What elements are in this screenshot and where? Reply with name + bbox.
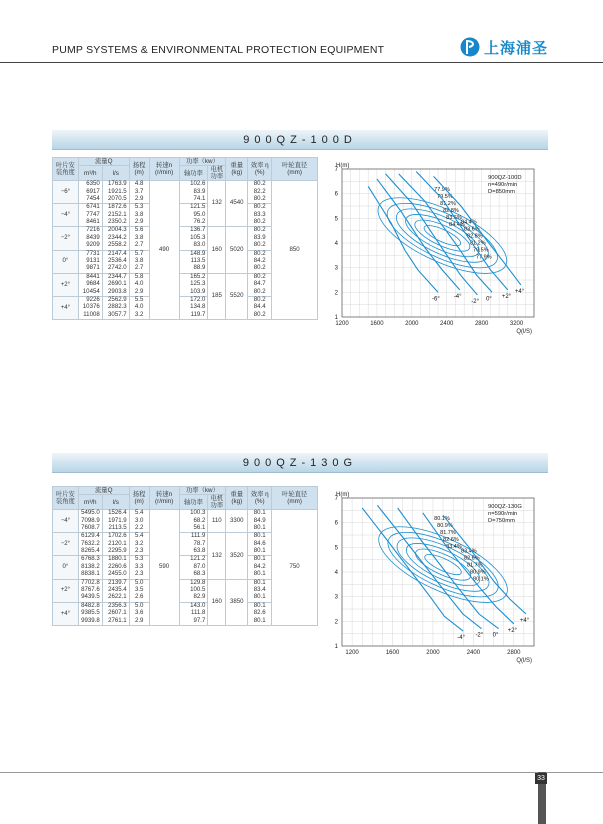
blade-angle-cell: −4°	[53, 204, 79, 227]
efficiency-label: 79.5%	[473, 247, 489, 254]
efficiency-cell: 80.2 84.2 80.2	[248, 250, 272, 273]
efficiency-label: 81.2%	[470, 240, 486, 247]
col-blade-angle: 叶片安装角度	[53, 158, 79, 181]
flow-m3h-cell: 8482.8 9385.5 9939.8	[78, 602, 102, 625]
flow-ls-cell: 2344.7 2690.1 2903.8	[102, 273, 129, 296]
blade-angle-cell: −6°	[53, 181, 79, 204]
head-cell: 5.0 3.5 2.6	[129, 579, 149, 602]
efficiency-label: 83.6%	[446, 215, 462, 222]
x-tick-label: 1200	[345, 650, 359, 656]
company-logo	[460, 36, 548, 58]
chart-annotation: n=590r/min	[488, 511, 518, 517]
head-cell: 5.3 3.8 2.9	[129, 204, 149, 227]
y-tick-label: 6	[334, 520, 338, 527]
blade-angle-cell: +4°	[53, 297, 79, 320]
series-label: +4°	[519, 617, 530, 624]
head-cell: 5.4 3.2 2.3	[129, 533, 149, 556]
col-flow-ls: l/s	[102, 495, 129, 510]
blade-angle-cell: −2°	[53, 533, 79, 556]
y-tick-label: 7	[334, 167, 338, 173]
series-label: 0°	[492, 632, 499, 639]
y-tick-label: 1	[334, 315, 338, 321]
spec-table-900qz-130g	[52, 486, 318, 626]
motor-power-cell: 185	[208, 273, 226, 319]
y-axis-label: H(m)	[336, 492, 350, 498]
y-tick-label: 4	[334, 570, 338, 576]
blade-angle-cell: +4°	[53, 602, 79, 625]
y-tick-label: 3	[334, 594, 338, 601]
chart-annotation: D=750mm	[488, 518, 515, 524]
series-line	[386, 174, 478, 295]
col-power: 功率（kw）	[179, 487, 226, 495]
flow-m3h-cell: 6350 6917 7454	[78, 181, 102, 204]
x-tick-label: 2800	[507, 650, 521, 656]
efficiency-label: 82.6%	[443, 537, 459, 544]
motor-power-cell: 132	[208, 533, 226, 579]
flow-m3h-cell: 6741 7747 8461	[78, 204, 102, 227]
x-axis-label: Q(l/S)	[516, 658, 532, 664]
x-tick-label: 1200	[335, 321, 349, 327]
col-head: 扬程 (m)	[129, 487, 149, 510]
efficiency-cell: 80.1 83.4 80.1	[248, 579, 272, 602]
col-blade-angle: 叶片安装角度	[53, 487, 79, 510]
col-flow-m3h: m³/h	[78, 495, 102, 510]
impeller-cell: 850	[272, 181, 318, 320]
efficiency-label: 84.4%	[461, 219, 477, 226]
efficiency-cell: 80.2 84.4 80.2	[248, 297, 272, 320]
efficiency-label: 82.8%	[443, 208, 459, 215]
shaft-power-cell: 121.5 95.0 76.2	[179, 204, 208, 227]
series-line	[377, 505, 481, 628]
efficiency-label: 84.4%	[449, 222, 465, 229]
weight-cell: 3300	[226, 510, 248, 533]
shaft-power-cell: 143.0 111.8 97.7	[179, 602, 208, 625]
flow-ls-cell: 2356.3 2607.1 2761.1	[102, 602, 129, 625]
head-cell: 5.7 3.8 2.7	[129, 250, 149, 273]
y-tick-label: 2	[334, 290, 338, 297]
head-cell: 5.6 3.8 2.7	[129, 227, 149, 250]
blade-angle-cell: 0°	[53, 556, 79, 579]
flow-ls-cell: 1702.6 2120.1 2295.9	[102, 533, 129, 556]
weight-cell: 4540	[226, 181, 248, 227]
shaft-power-cell: 129.8 100.5 82.9	[179, 579, 208, 602]
x-tick-label: 2400	[440, 321, 454, 327]
x-tick-label: 2000	[405, 321, 419, 327]
efficiency-label: 80.1%	[473, 576, 489, 583]
shaft-power-cell: 136.7 105.3 83.0	[179, 227, 208, 250]
efficiency-label: 82.8%	[467, 233, 483, 240]
flow-ls-cell: 1872.6 2152.1 2350.2	[102, 204, 129, 227]
head-cell: 5.3 3.3 2.3	[129, 556, 149, 579]
efficiency-cell: 80.2 83.3 80.2	[248, 204, 272, 227]
y-tick-label: 5	[334, 545, 338, 552]
col-motor-power: 电机功率	[208, 166, 226, 181]
flow-m3h-cell: 6129.4 7632.2 8265.4	[78, 533, 102, 556]
chart-svg-2	[318, 486, 548, 666]
efficiency-cell: 80.2 83.9 80.2	[248, 227, 272, 250]
efficiency-label: 81.2%	[440, 201, 456, 208]
efficiency-label: 83.4%	[461, 548, 477, 555]
col-speed: 转速n (r/min)	[149, 487, 179, 510]
col-efficiency: 效率 η (%)	[248, 158, 272, 181]
efficiency-label: 80.9%	[437, 523, 453, 530]
series-label: 0°	[486, 296, 492, 303]
series-label: +4°	[514, 288, 525, 295]
weight-cell: 5520	[226, 273, 248, 319]
col-power: 功率（kw）	[179, 158, 226, 166]
efficiency-label: 79.5%	[437, 194, 453, 201]
motor-power-cell: 160	[208, 579, 226, 625]
efficiency-label: 83.4%	[446, 544, 462, 551]
series-label: -4°	[457, 635, 465, 642]
header-rule	[0, 62, 603, 63]
flow-m3h-cell: 9226 10376 11008	[78, 297, 102, 320]
efficiency-cell: 80.1 82.6 80.1	[248, 602, 272, 625]
speed-cell: 590	[149, 510, 179, 626]
x-tick-label: 1600	[385, 650, 400, 656]
efficiency-label: 81.7%	[467, 562, 483, 569]
flow-ls-cell: 2147.4 2536.4 2742.0	[102, 250, 129, 273]
efficiency-label: 80.1%	[434, 516, 450, 523]
col-motor-power: 电机功率	[208, 495, 226, 510]
chart-svg-1	[318, 157, 548, 337]
efficiency-label: 77.9%	[434, 187, 450, 194]
flow-ls-cell: 2004.3 2344.2 2558.2	[102, 227, 129, 250]
shaft-power-cell: 111.9 78.7 63.8	[179, 533, 208, 556]
efficiency-label: 82.6%	[464, 555, 480, 562]
shaft-power-cell: 100.3 68.2 56.1	[179, 510, 208, 533]
blade-angle-cell: −4°	[53, 510, 79, 533]
y-tick-label: 2	[334, 619, 338, 626]
efficiency-label: 77.9%	[476, 254, 492, 261]
series-label: +2°	[501, 293, 512, 300]
shaft-power-cell: 165.2 125.3 103.9	[179, 273, 208, 296]
flow-ls-cell: 2562.9 2882.3 3057.7	[102, 297, 129, 320]
x-axis-label: Q(l/S)	[516, 329, 532, 335]
blade-angle-cell: +2°	[53, 273, 79, 296]
series-label: -2°	[471, 298, 480, 305]
performance-chart-900qz-130g	[318, 486, 548, 666]
flow-ls-cell: 1763.9 1921.5 2070.5	[102, 181, 129, 204]
col-shaft-power: 轴功率	[179, 166, 208, 181]
impeller-cell: 750	[272, 510, 318, 626]
y-tick-label: 1	[334, 644, 338, 650]
flow-m3h-cell: 8441 9684 10454	[78, 273, 102, 296]
chart-annotation: 900QZ-130G	[488, 504, 522, 510]
chart-annotation: n=490r/min	[488, 182, 518, 188]
efficiency-cell: 80.2 82.2 80.2	[248, 181, 272, 204]
footer-rule	[0, 772, 603, 773]
head-cell: 4.8 3.7 2.9	[129, 181, 149, 204]
y-axis-label: H(m)	[336, 163, 350, 169]
col-shaft-power: 轴功率	[179, 495, 208, 510]
y-tick-label: 7	[334, 496, 338, 502]
section-title-1: 900QZ-100D	[52, 130, 548, 150]
efficiency-cell: 80.1 84.9 80.1	[248, 510, 272, 533]
flow-ls-cell: 1880.1 2260.6 2455.0	[102, 556, 129, 579]
shaft-power-cell: 172.0 134.8 119.7	[179, 297, 208, 320]
page-header	[0, 0, 603, 70]
col-impeller: 叶轮直径 (mm)	[272, 158, 318, 181]
weight-cell: 3850	[226, 579, 248, 625]
y-tick-label: 5	[334, 216, 338, 223]
chart-annotation: 900QZ-100D	[488, 175, 522, 181]
flow-ls-cell: 2139.7 2435.4 2622.1	[102, 579, 129, 602]
x-tick-label: 3200	[509, 321, 524, 327]
col-weight: 重量 (kg)	[226, 158, 248, 181]
x-tick-label: 1600	[370, 321, 384, 327]
y-tick-label: 3	[334, 265, 338, 272]
speed-cell: 490	[149, 181, 179, 320]
head-cell: 5.8 4.0 2.9	[129, 273, 149, 296]
motor-power-cell: 132	[208, 181, 226, 227]
flow-m3h-cell: 5495.0 7098.9 7608.7	[78, 510, 102, 533]
chart-annotation: D=850mm	[488, 189, 515, 195]
page-number: 33	[535, 773, 547, 784]
col-flow: 流量Q	[78, 158, 129, 166]
efficiency-cell: 80.1 84.6 80.1	[248, 533, 272, 556]
table-row	[53, 181, 318, 204]
efficiency-label: 80.9%	[470, 569, 486, 576]
table-row	[53, 510, 318, 533]
logo-icon	[460, 37, 480, 57]
y-tick-label: 6	[334, 191, 338, 198]
spec-table-900qz-100d	[52, 157, 318, 320]
series-label: -2°	[475, 632, 484, 639]
col-flow-ls: l/s	[102, 166, 129, 181]
y-tick-label: 4	[334, 241, 338, 247]
x-tick-label: 2800	[474, 321, 489, 327]
col-efficiency: 效率 η (%)	[248, 487, 272, 510]
blade-angle-cell: 0°	[53, 250, 79, 273]
col-weight: 重量 (kg)	[226, 487, 248, 510]
section-title-2: 900QZ-130G	[52, 453, 548, 473]
header-title: PUMP SYSTEMS & ENVIRONMENTAL PROTECTION EQUIPMENT	[52, 44, 385, 56]
series-label: +2°	[507, 627, 518, 634]
flow-m3h-cell: 6768.3 8138.2 8838.1	[78, 556, 102, 579]
col-head: 扬程 (m)	[129, 158, 149, 181]
logo-text: 上海浦圣	[484, 39, 549, 57]
col-impeller: 叶轮直径 (mm)	[272, 487, 318, 510]
col-flow-m3h: m³/h	[78, 166, 102, 181]
flow-m3h-cell: 7702.8 8767.6 9439.5	[78, 579, 102, 602]
head-cell: 5.0 3.6 2.9	[129, 602, 149, 625]
flow-m3h-cell: 7216 8439 9209	[78, 227, 102, 250]
col-flow: 流量Q	[78, 487, 129, 495]
motor-power-cell: 160	[208, 227, 226, 273]
shaft-power-cell: 102.6 83.9 74.1	[179, 181, 208, 204]
x-tick-label: 2400	[466, 650, 481, 656]
col-speed: 转速n (r/min)	[149, 158, 179, 181]
head-cell: 5.5 4.0 3.2	[129, 297, 149, 320]
flow-m3h-cell: 7731 9131 9871	[78, 250, 102, 273]
weight-cell: 5020	[226, 227, 248, 273]
motor-power-cell: 110	[208, 510, 226, 533]
performance-chart-900qz-100d	[318, 157, 548, 337]
blade-angle-cell: +2°	[53, 579, 79, 602]
efficiency-cell: 80.1 84.2 80.1	[248, 556, 272, 579]
efficiency-label: 81.7%	[440, 530, 456, 537]
series-label: -6°	[432, 296, 440, 303]
shaft-power-cell: 121.2 87.0 68.3	[179, 556, 208, 579]
series-label: -4°	[453, 293, 462, 300]
flow-ls-cell: 1526.4 1971.9 2113.5	[102, 510, 129, 533]
head-cell: 5.4 3.0 2.2	[129, 510, 149, 533]
blade-angle-cell: −2°	[53, 227, 79, 250]
shaft-power-cell: 148.9 113.5 88.9	[179, 250, 208, 273]
efficiency-label: 83.6%	[464, 226, 480, 233]
efficiency-cell: 80.2 84.7 80.2	[248, 273, 272, 296]
x-tick-label: 2000	[426, 650, 440, 656]
weight-cell: 3520	[226, 533, 248, 579]
